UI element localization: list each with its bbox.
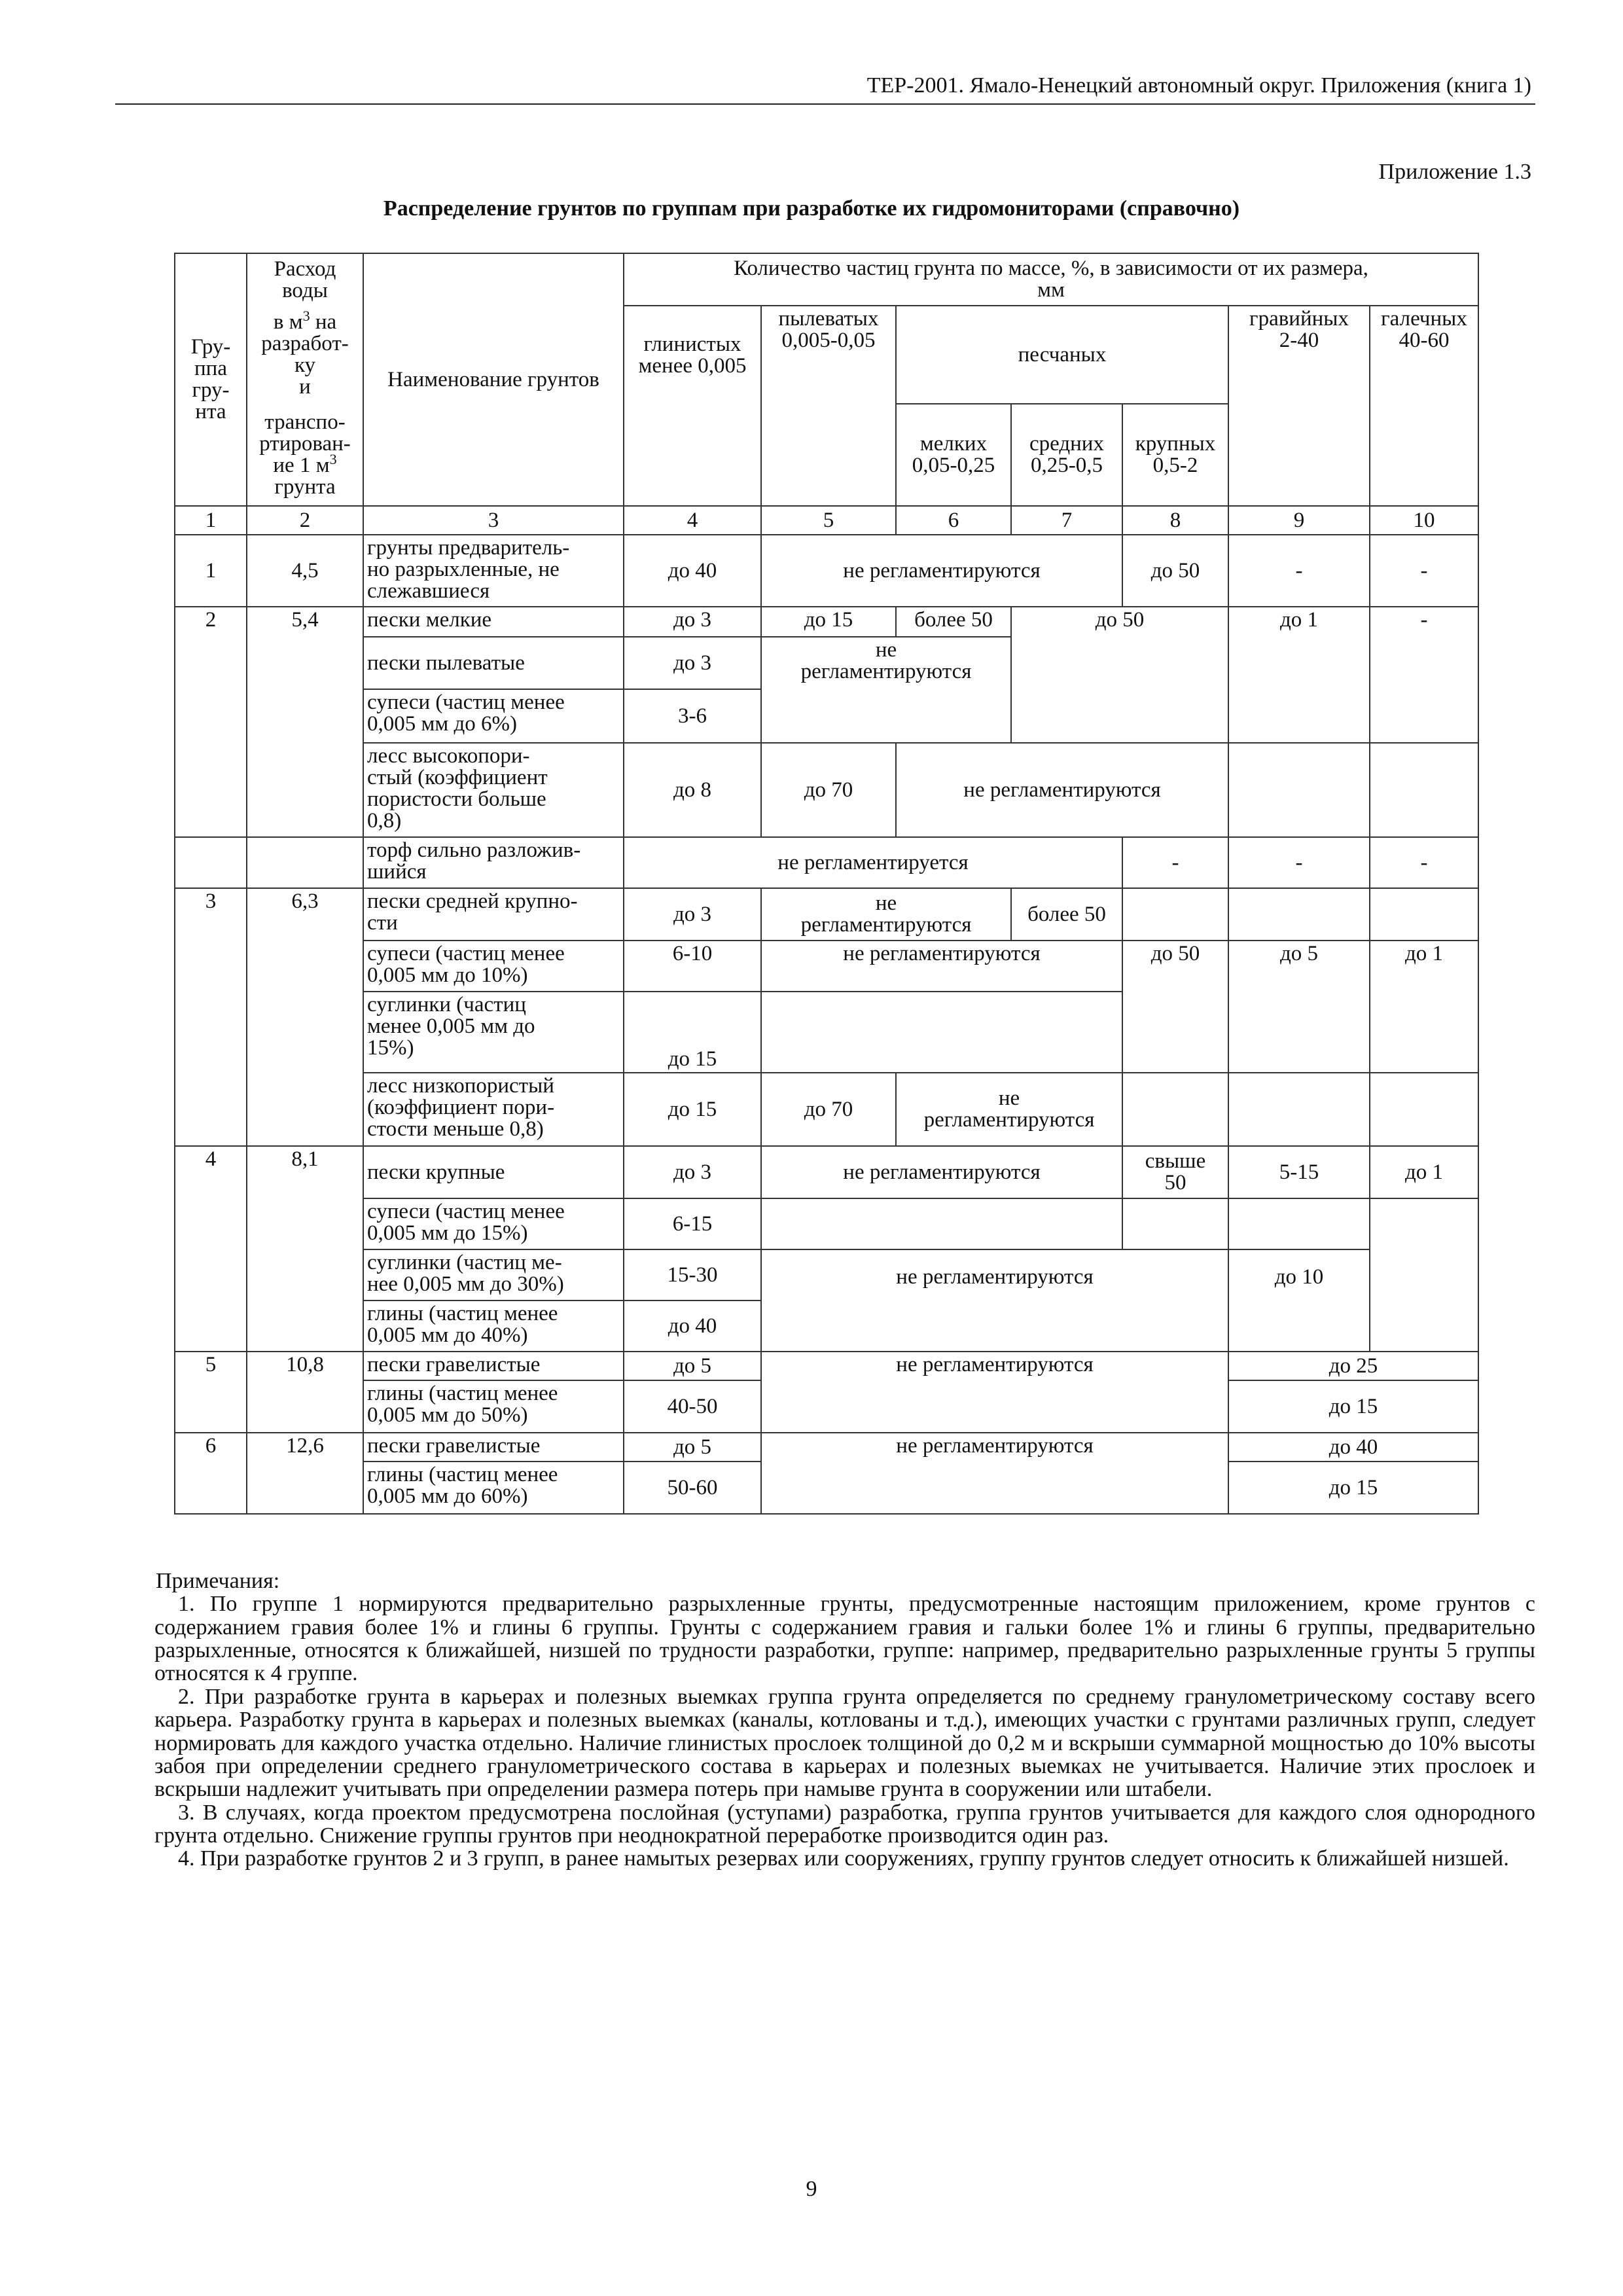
col-num: 7 <box>1011 506 1122 535</box>
empty-cell <box>761 992 1122 1073</box>
h-name: Наименование грунтов <box>363 253 624 506</box>
h-clay-cont <box>624 404 761 506</box>
not-regulated: не регламентируются <box>761 1249 1228 1352</box>
fine-cell: более 50 <box>896 607 1011 637</box>
silt-cell: до 70 <box>761 1073 896 1146</box>
soil-name: суглинки (частиц менее 0,005 мм до 15%) <box>363 992 624 1073</box>
soil-name: пески крупные <box>363 1146 624 1198</box>
not-regulated: не регламентируются <box>896 743 1228 837</box>
gravel-cell <box>1228 1198 1370 1249</box>
soil-name: супеси (частиц менее 0,005 мм до 15%) <box>363 1198 624 1249</box>
water-cell: 12,6 <box>247 1433 363 1514</box>
h-clay: глинистых менее 0,005 <box>624 306 761 404</box>
col-num: 8 <box>1122 506 1228 535</box>
table-row <box>175 535 1478 607</box>
group-cell: 6 <box>175 1433 247 1514</box>
water-cell: 6,3 <box>247 888 363 1146</box>
clay-cell: до 5 <box>624 1352 761 1380</box>
h-sand: песчаных <box>896 306 1228 404</box>
col-num: 9 <box>1228 506 1370 535</box>
note-item: 1. По группе 1 нормируются предварительно разрыхленные грунты, предусмотренные настоящим приложением, кроме грунтов с содержанием гравия более 1% и глины 6 группы. Грунты с содержанием гравия и гальки более 1% и глины 6 группы, предварительно разрыхленные, относятся к ближайшей, низшей по трудности разработки, группе: например, предварительно разрыхленные грунты 5 группы относятся к 4 группе. <box>154 1592 1535 1686</box>
note-item: 2. При разработке грунта в карьерах и полезных выемках группа грунта определяется по среднему гранулометрическому составу всего карьера. Разработку грунта в карьерах и полезных выемках (каналы, котлованы и т.д.), имеющих участки с грунтами различных групп, следует нормировать для каждого участка отдельно. Наличие глинистых прослоек толщиной до 0,2 м и вскрыши суммарной мощностью до 10% высоты забоя при определении среднего гранулометрического состава в карьерах и полезных выемках не учитывается. Наличие этих прослоек и вскрыши надлежит учитывать при определении размера потерь при намыве грунта в сооружении или штабели. <box>154 1684 1535 1802</box>
clay-cell: 50-60 <box>624 1462 761 1514</box>
table-row <box>175 1073 1478 1146</box>
h-silt: пылеватых 0,005-0,05 <box>761 306 896 404</box>
coarse-cell <box>1122 1073 1228 1146</box>
not-regulated: не регламентируются <box>761 1146 1122 1198</box>
clay-cell: до 40 <box>624 535 761 607</box>
not-regulated: не регламентируются <box>761 888 1011 941</box>
table-row <box>175 743 1478 837</box>
soil-name: глины (частиц менее 0,005 мм до 60%) <box>363 1462 624 1514</box>
coarse-cell: свыше 50 <box>1122 1146 1228 1198</box>
h-coarse: крупных 0,5-2 <box>1122 404 1228 506</box>
water-cell <box>247 837 363 888</box>
soil-name: пески гравелистые <box>363 1352 624 1380</box>
group-cell: 3 <box>175 888 247 1146</box>
gravel-cell: до 5 <box>1228 941 1370 1073</box>
not-regulated: не регламентируются <box>761 1352 1228 1433</box>
coarse-cell <box>1122 1198 1228 1249</box>
clay-cell: до 15 <box>624 992 761 1073</box>
table-title: Распределение грунтов по группам при разработке их гидромониторами (справочно) <box>383 196 1240 221</box>
soil-name: пески мелкие <box>363 607 624 637</box>
clay-cell: до 3 <box>624 888 761 941</box>
clay-cell: до 15 <box>624 1073 761 1146</box>
clay-cell: 40-50 <box>624 1380 761 1433</box>
soil-groups-table <box>174 253 1479 1515</box>
group-cell: 5 <box>175 1352 247 1433</box>
appendix-label: Приложение 1.3 <box>1378 160 1531 184</box>
clay-cell: 3-6 <box>624 689 761 743</box>
gravel-pebble-cell: до 15 <box>1228 1380 1478 1433</box>
water-cell: 10,8 <box>247 1352 363 1433</box>
table-row <box>175 607 1478 637</box>
coarse-cell: - <box>1122 837 1228 888</box>
water-cell: 8,1 <box>247 1146 363 1352</box>
group-cell: 4 <box>175 1146 247 1352</box>
water-cell: 5,4 <box>247 607 363 837</box>
table-row <box>175 888 1478 941</box>
not-regulated: не регламентируются <box>761 941 1122 992</box>
note-item: 3. В случаях, когда проектом предусмотрена послойная (уступами) разработка, группа грунтов учитывается для каждого слоя однородного грунта отдельно. Снижение группы грунтов при неоднократной переработке производится один раз. <box>154 1800 1535 1848</box>
soil-name: грунты предваритель- но разрыхленные, не слежавшиеся <box>363 535 624 607</box>
h-fine: мелких 0,05-0,25 <box>896 404 1011 506</box>
soil-name: супеси (частиц менее 0,005 мм до 10%) <box>363 941 624 992</box>
col-num: 3 <box>363 506 624 535</box>
clay-cell: до 3 <box>624 607 761 637</box>
clay-cell: до 40 <box>624 1300 761 1352</box>
group-cell: 2 <box>175 607 247 837</box>
h-water-mid: в $м^3$ на разработ- ку и <box>247 306 363 404</box>
pebble-cell: - <box>1370 535 1478 607</box>
gravel-cell: до 10 <box>1228 1249 1370 1352</box>
table-row <box>175 1433 1478 1462</box>
not-regulated: не регламентируются <box>896 1073 1122 1146</box>
note-item: 4. При разработке грунтов 2 и 3 групп, в ранее намытых резервах или сооружениях, группу грунтов следует относить к ближайшей низшей. <box>178 1846 1509 1871</box>
table-row <box>175 941 1478 992</box>
pebble-cell: - <box>1370 607 1478 743</box>
table-row <box>175 1146 1478 1198</box>
soil-name: супеси (частиц менее 0,005 мм до 6%) <box>363 689 624 743</box>
pebble-cell <box>1370 888 1478 941</box>
gravel-cell: до 1 <box>1228 607 1370 743</box>
soil-name: лесс высокопори- стый (коэффициент пористости больше 0,8) <box>363 743 624 837</box>
gravel-cell <box>1228 888 1370 941</box>
table-row <box>175 1198 1478 1249</box>
page-number: 9 <box>806 2177 817 2201</box>
h-medium: средних 0,25-0,5 <box>1011 404 1122 506</box>
pebble-cell: до 1 <box>1370 1146 1478 1198</box>
water-cell: 4,5 <box>247 535 363 607</box>
clay-cell: 6-15 <box>624 1198 761 1249</box>
h-particles: Количество частиц грунта по массе, %, в зависимости от их размера, мм <box>624 253 1478 306</box>
gravel-cell: - <box>1228 535 1370 607</box>
clay-cell: до 3 <box>624 1146 761 1198</box>
table-row <box>175 837 1478 888</box>
medium-cell: более 50 <box>1011 888 1122 941</box>
col-num: 6 <box>896 506 1011 535</box>
h-water-top: Расход воды <box>247 253 363 306</box>
table-row <box>175 1249 1478 1300</box>
soil-name: глины (частиц менее 0,005 мм до 40%) <box>363 1300 624 1352</box>
gravel-cell <box>1228 1073 1370 1146</box>
not-regulated: не регламентируются <box>761 637 1011 743</box>
clay-cell: до 8 <box>624 743 761 837</box>
soil-name: пески гравелистые <box>363 1433 624 1462</box>
silt-cell: до 15 <box>761 607 896 637</box>
running-header: ТЕР-2001. Ямало-Ненецкий автономный округ. Приложения (книга 1) <box>866 73 1531 98</box>
col-num: 10 <box>1370 506 1478 535</box>
clay-cell: до 5 <box>624 1433 761 1462</box>
group-cell: 1 <box>175 535 247 607</box>
h-gravel: гравийных 2-40 <box>1228 306 1370 404</box>
medium-coarse-cell: до 50 <box>1011 607 1228 743</box>
pebble-cell: до 1 <box>1370 941 1478 1073</box>
coarse-cell: до 50 <box>1122 941 1228 1073</box>
header-row-1 <box>175 253 1478 306</box>
gravel-pebble-cell: до 15 <box>1228 1462 1478 1514</box>
h-pebble: галечных 40-60 <box>1370 306 1478 404</box>
pebble-cell <box>1370 1198 1478 1352</box>
col-num: 5 <box>761 506 896 535</box>
pebble-cell <box>1370 1073 1478 1146</box>
h-pebble-cont <box>1370 404 1478 506</box>
gravel-pebble-cell: до 25 <box>1228 1352 1478 1380</box>
gravel-cell: 5-15 <box>1228 1146 1370 1198</box>
notes-heading: Примечания: <box>156 1569 280 1593</box>
clay-cell: до 3 <box>624 637 761 689</box>
h-water-bot: транспо- ртирован- ие 1 $м^3$ грунта <box>247 404 363 506</box>
clay-cell: 6-10 <box>624 941 761 992</box>
soil-name: торф сильно разложив- шийся <box>363 837 624 888</box>
gravel-cell <box>1228 743 1370 837</box>
coarse-cell <box>1122 888 1228 941</box>
h-silt-cont <box>761 404 896 506</box>
clay-cell: 15-30 <box>624 1249 761 1300</box>
empty-cell <box>761 1198 1122 1249</box>
table-row <box>175 1352 1478 1380</box>
gravel-pebble-cell: до 40 <box>1228 1433 1478 1462</box>
not-regulated: не регламентируются <box>761 1433 1228 1514</box>
soil-name: пески пылеватые <box>363 637 624 689</box>
soil-name: суглинки (частиц ме- нее 0,005 мм до 30%) <box>363 1249 624 1300</box>
silt-cell: до 70 <box>761 743 896 837</box>
gravel-cell: - <box>1228 837 1370 888</box>
header-rule <box>115 103 1535 105</box>
not-regulated: не регламентируются <box>761 535 1122 607</box>
group-cell <box>175 837 247 888</box>
col-num: 2 <box>247 506 363 535</box>
pebble-cell <box>1370 743 1478 837</box>
soil-name: глины (частиц менее 0,005 мм до 50%) <box>363 1380 624 1433</box>
coarse-cell: до 50 <box>1122 535 1228 607</box>
soil-name: пески средней крупно- сти <box>363 888 624 941</box>
h-gravel-cont <box>1228 404 1370 506</box>
col-num: 4 <box>624 506 761 535</box>
column-numbers-row <box>175 506 1478 535</box>
pebble-cell: - <box>1370 837 1478 888</box>
notes-section <box>154 1570 1535 1871</box>
col-num: 1 <box>175 506 247 535</box>
h-group: Гру- ппа гру- нта <box>175 253 247 506</box>
not-regulated: не регламентируется <box>624 837 1122 888</box>
soil-name: лесс низкопористый (коэффициент пори- стости меньше 0,8) <box>363 1073 624 1146</box>
